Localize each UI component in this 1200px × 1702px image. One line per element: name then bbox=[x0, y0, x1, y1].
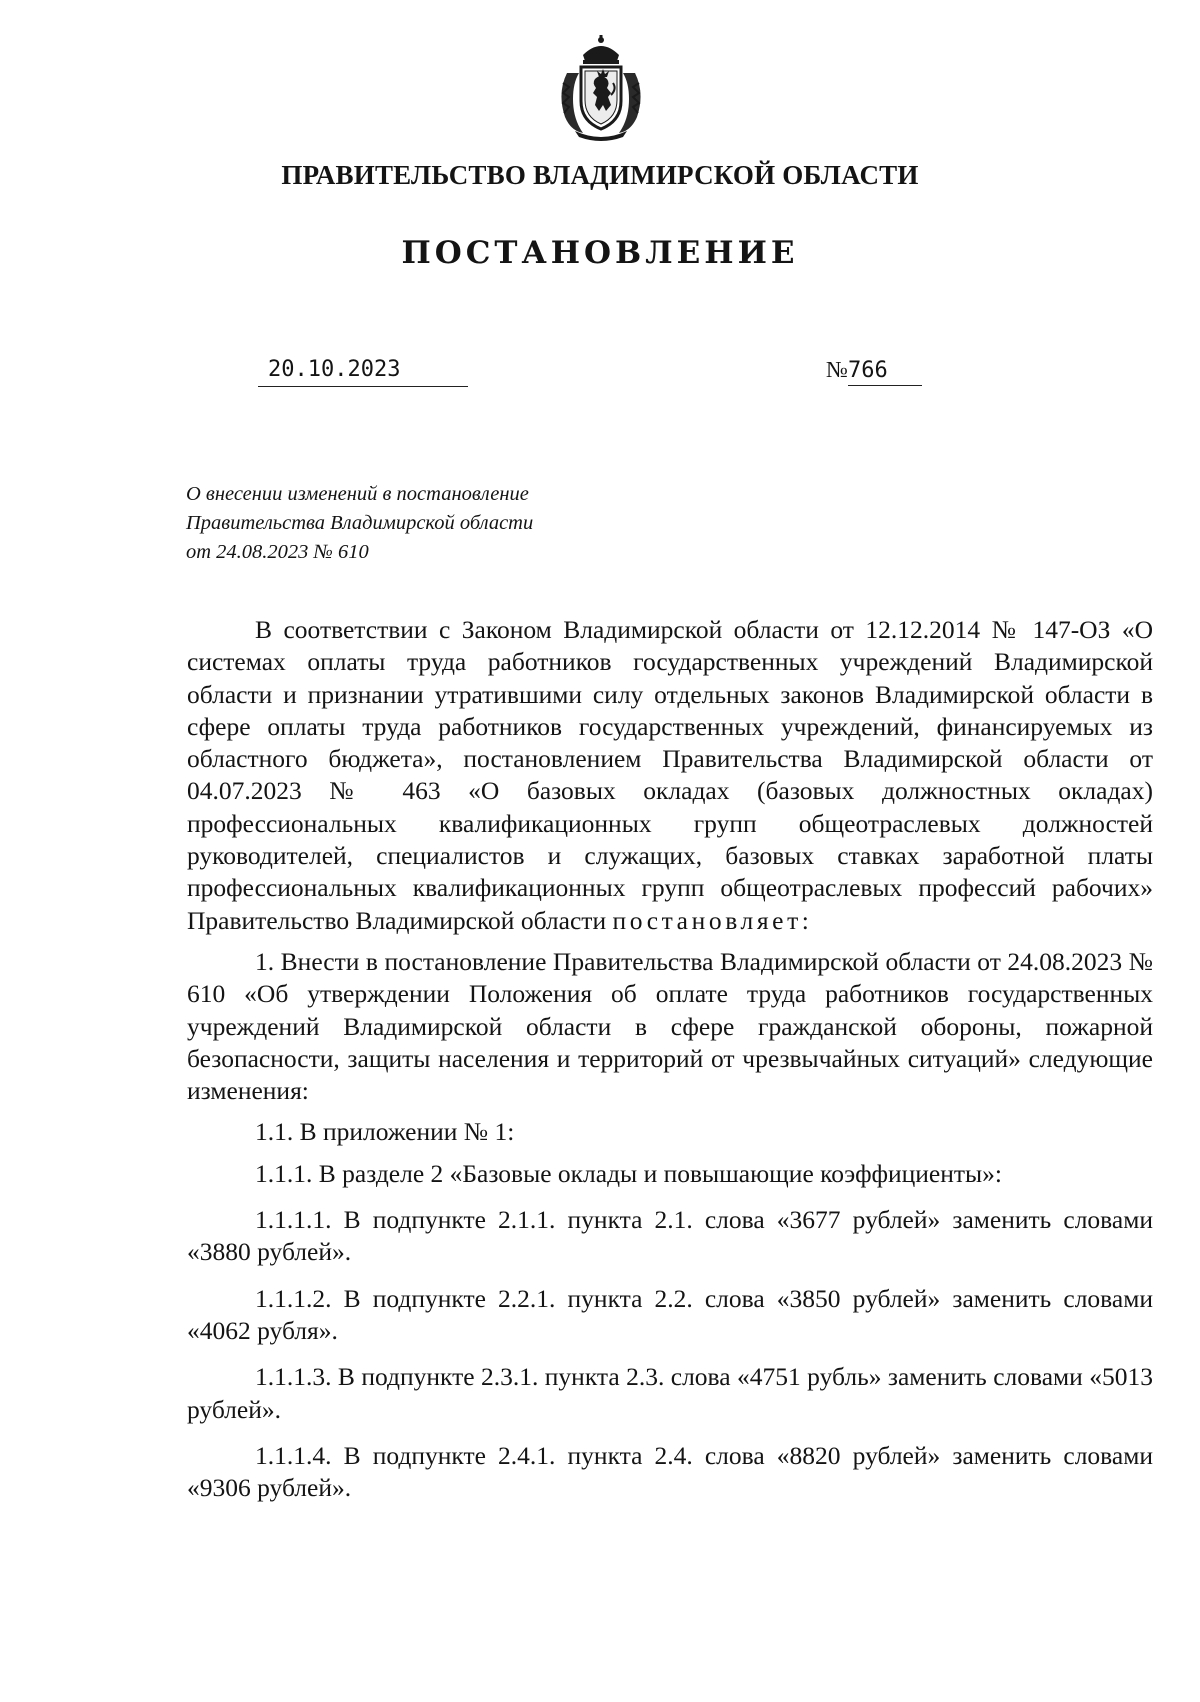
clause-paragraph: 1.1.1.4. В подпункте 2.4.1. пункта 2.4. слова «8820 рублей» заменить словами «9306 рублей». bbox=[187, 1440, 1153, 1503]
number-value: 766 bbox=[848, 357, 922, 386]
clause-paragraph: 1.1.1.3. В подпункте 2.3.1. пункта 2.3. слова «4751 рубль» заменить словами «5013 рублей». bbox=[187, 1362, 1153, 1424]
subject-line: О внесении изменений в постановление bbox=[186, 483, 529, 505]
organization-title: ПРАВИТЕЛЬСТВО ВЛАДИМИРСКОЙ ОБЛАСТИ bbox=[281, 160, 919, 190]
clause-paragraph: 1.1.1.1. В подпункте 2.1.1. пункта 2.1. слова «3677 рублей» заменить словами «3880 рублей». bbox=[187, 1205, 1153, 1267]
coat-of-arms-icon bbox=[553, 33, 649, 143]
preamble-text: В соответствии с Законом Владимирской области от 12.12.2014 № 147-ОЗ «О системах оплаты труда работников государственных учреждений Владимирской области и признании утратившими силу отдельных законов Владимирской области в сфере оплаты труда работников государственных учреждений, финансируемых из областного бюджета», постановлением Правительства Владимирской области от 04.07.2023 № 463 «О базовых окладах (базовых должностных окладах) профессиональных квалификационных групп общеотраслевых должностей руководителей, специалистов и служащих, базовых ставках заработной платы профессиональных квалификационных групп общеотраслевых профессий рабочих» Правительство Владимирской bbox=[187, 615, 1153, 935]
clause-paragraph: 1.1.1. В разделе 2 «Базовые оклады и повышающие коэффициенты»: bbox=[255, 1158, 1002, 1188]
clause-paragraph: 1.1. В приложении № 1: bbox=[255, 1117, 515, 1147]
document-subject bbox=[186, 480, 626, 567]
decree-word: постановляет: bbox=[612, 905, 813, 935]
preamble-end: области bbox=[520, 905, 607, 935]
subject-line: от 24.08.2023 № 610 bbox=[186, 541, 369, 563]
number-sign: № bbox=[826, 357, 848, 382]
document-type-title: ПОСТАНОВЛЕНИЕ bbox=[401, 235, 799, 271]
document-date: 20.10.2023 bbox=[258, 356, 468, 387]
document-number bbox=[826, 356, 936, 386]
clause-paragraph: 1.1.1.2. В подпункте 2.2.1. пункта 2.2. слова «3850 рублей» заменить словами «4062 рубля». bbox=[187, 1283, 1153, 1345]
document-body bbox=[187, 614, 1153, 1504]
preamble-paragraph bbox=[187, 614, 1153, 937]
subject-line: Правительства Владимирской области bbox=[186, 512, 534, 534]
clause-paragraph: 1. Внести в постановление Правительства Владимирской области от 24.08.2023 № 610 «Об утверждении Положения об оплате труда работников государственных учреждений Владимирской области в сфере гражданской обороны, пожарной безопасности, защиты населения и территорий от чрезвычайных ситуаций» следующие изменения: bbox=[187, 946, 1153, 1106]
